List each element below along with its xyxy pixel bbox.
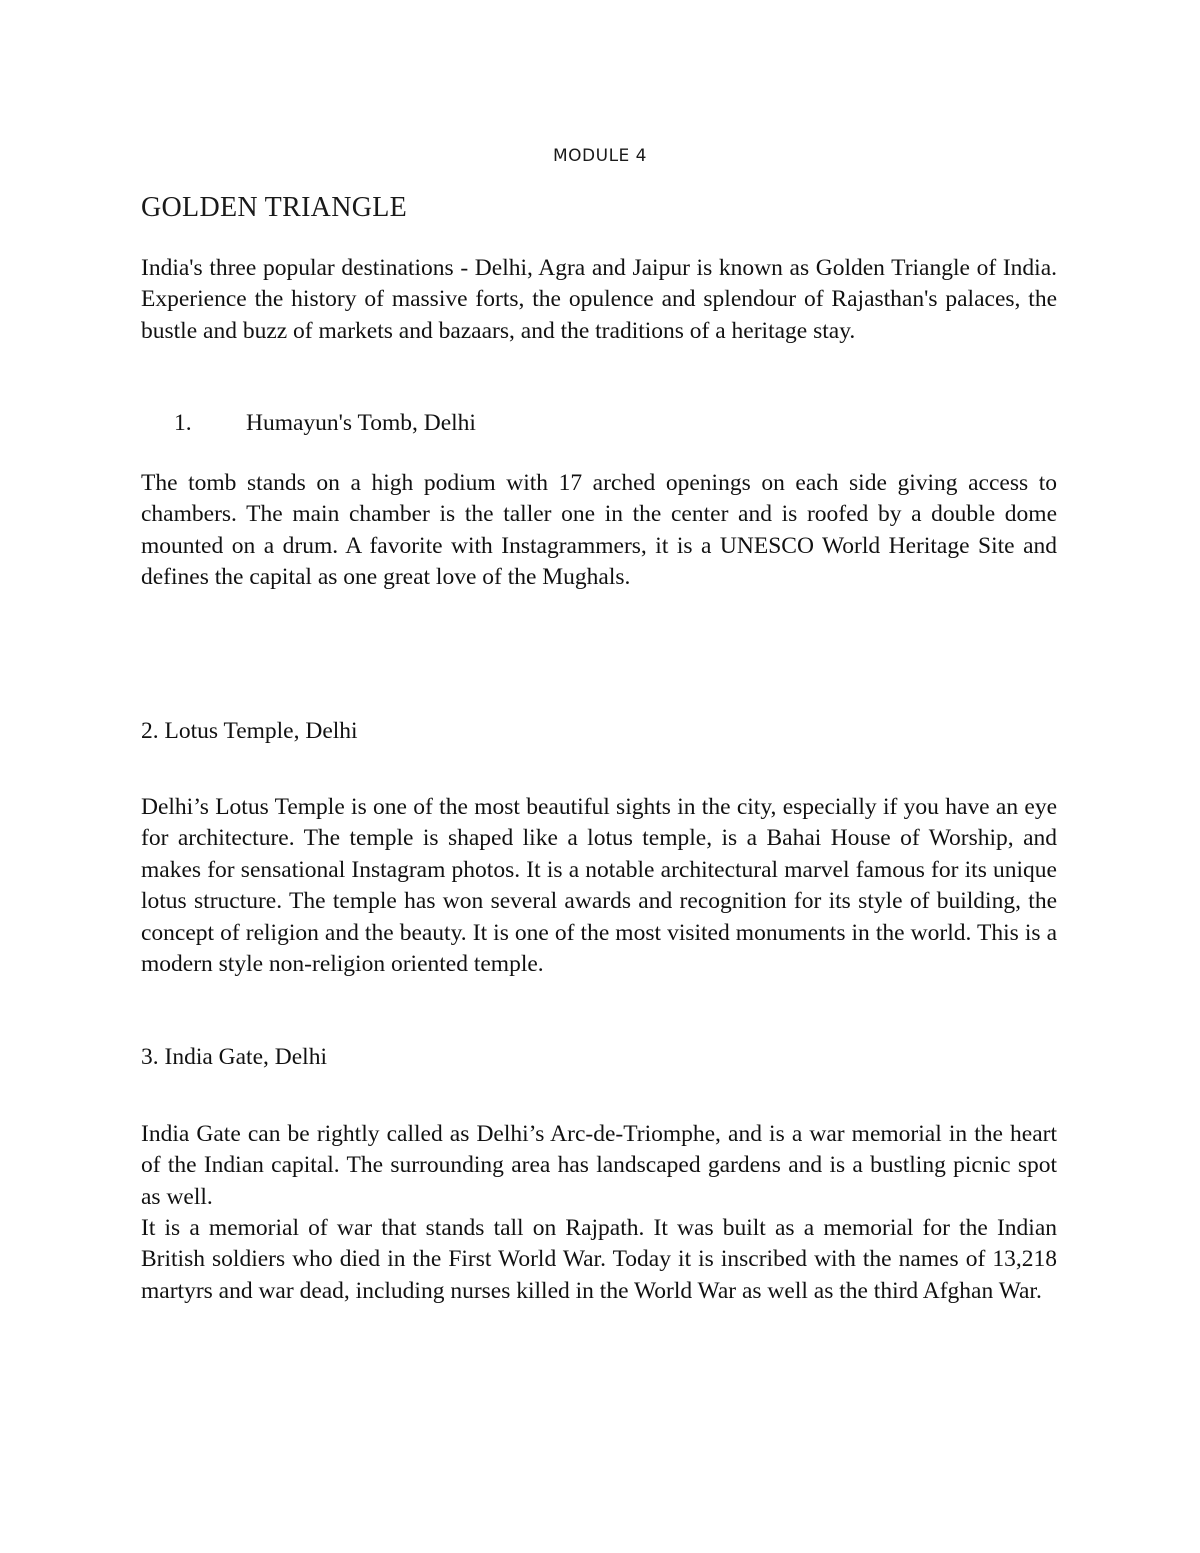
section-2-heading: 2. Lotus Temple, Delhi <box>141 718 358 744</box>
section-3-body: India Gate can be rightly called as Delhi’s Arc-de-Triomphe, and is a war memorial in the heart of the Indian capital. The surrounding area has landscaped gardens and is a bustling picnic spot as well. <box>141 1121 1057 1210</box>
section-1-heading <box>141 408 476 439</box>
section-1-number: 1. <box>174 410 192 436</box>
section-1-title: Humayun's Tomb, Delhi <box>246 410 476 436</box>
section-1-body: The tomb stands on a high podium with 17 arched openings on each side giving access to chambers. The main chamber is the taller one in the center and is roofed by a double dome mounted on a drum. A favorite with Instagrammers, it is a UNESCO World Heritage Site and defines the capital as one great love of the Mughals. <box>141 470 1057 591</box>
section-3-body-continued: It is a memorial of war that stands tall on Rajpath. It was built as a memorial for the Indian British soldiers who died in the First World War. Today it is inscribed with the names of 13,218 martyrs and war dead, including nurses killed in the World War as well as the third Afghan War. <box>141 1215 1057 1304</box>
document-heading: GOLDEN TRIANGLE <box>141 192 408 223</box>
section-2-body: Delhi’s Lotus Temple is one of the most beautiful sights in the city, especially if you have an eye for architecture. The temple is shaped like a lotus temple, is a Bahai House of Worship, and makes for sensational Instagram photos. It is a notable architectural marvel famous for its unique lotus structure. The temple has won several awards and recognition for its style of building, the concept of religion and the beauty. It is one of the most visited monuments in the world. This is a modern style non-religion oriented temple. <box>141 794 1057 978</box>
section-3-heading: 3. India Gate, Delhi <box>141 1044 327 1070</box>
intro-paragraph: India's three popular destinations - Delhi, Agra and Jaipur is known as Golden Triangle of India. Experience the history of massive forts, the opulence and splendour of Rajasthan's palaces, the bustle and buzz of markets and bazaars, and the traditions of a heritage stay. <box>141 255 1057 344</box>
module-label: MODULE 4 <box>552 146 647 166</box>
